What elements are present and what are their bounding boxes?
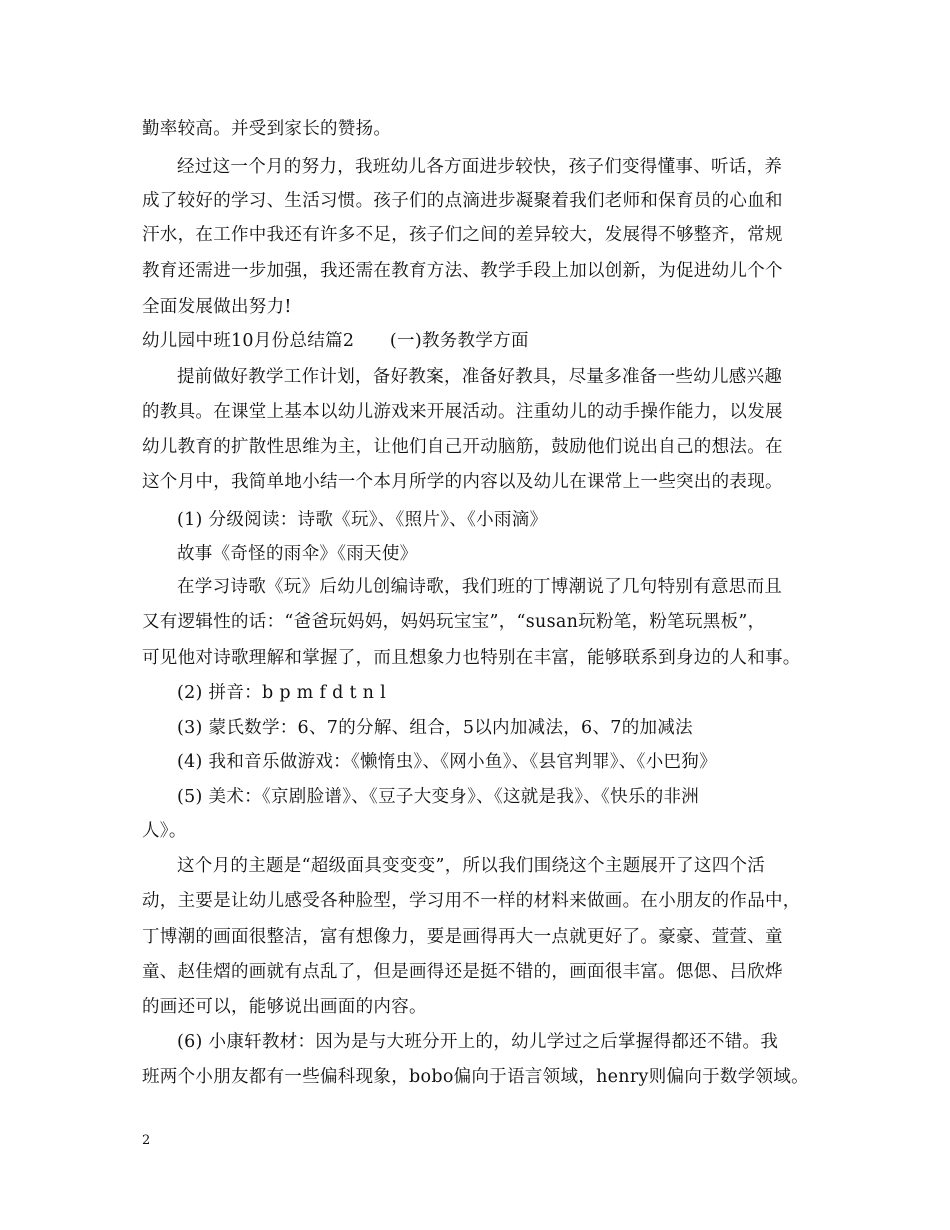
text-line-26: 的画还可以，能够说出画面的内容。 bbox=[142, 997, 427, 1017]
list-item-1: (1) 分级阅读：诗歌《玩》、《照片》、《小雨滴》 bbox=[177, 510, 548, 530]
text-line-4: 汗水，在工作中我还有许多不足，孩子们之间的差异较大，发展得不够整齐，常规 bbox=[142, 225, 783, 245]
section-heading: 幼儿园中班10月份总结篇2 (一)教务教学方面 bbox=[142, 331, 529, 351]
text-line-16: 可见他对诗歌理解和掌握了，而且想象力也特别在丰富，能够联系到身边的人和事。 bbox=[142, 648, 801, 668]
text-line-3: 成了较好的学习、生活习惯。孩子们的点滴进步凝聚着我们老师和保育员的心血和 bbox=[142, 191, 783, 211]
text-line-25: 童、赵佳熠的画就有点乱了，但是画得还是挺不错的，画面很丰富。偲偲、吕欣烨 bbox=[142, 962, 783, 982]
text-line-5: 教育还需进一步加强，我还需在教育方法、教学手段上加以创新，为促进幼儿个个 bbox=[142, 261, 783, 281]
text-line-1: 勤率较高。并受到家长的赞扬。 bbox=[142, 119, 392, 139]
text-line-23: 动，主要是让幼儿感受各种脸型，学习用不一样的材料来做画。在小朋友的作品中， bbox=[142, 891, 801, 911]
list-item-6: (6) 小康轩教材：因为是与大班分开上的，幼儿学过之后掌握得都还不错。我 bbox=[177, 1032, 779, 1052]
list-item-5: (5) 美术：《京剧脸谱》、《豆子大变身》、《这就是我》、《快乐的非洲 bbox=[177, 787, 700, 807]
text-line-10: 幼儿教育的扩散性思维为主，让他们自己开动脑筋，鼓励他们说出自己的想法。在 bbox=[142, 437, 783, 457]
text-line-21: 人》。 bbox=[142, 821, 187, 841]
list-item-3: (3) 蒙氏数学：6、7的分解、组合，5以内加减法，6、7的加减法 bbox=[177, 718, 693, 738]
text-line-11: 这个月中，我简单地小结一个本月所学的内容以及幼儿在课常上一些突出的表现。 bbox=[142, 472, 783, 492]
text-line-28: 班两个小朋友都有一些偏科现象，bobo偏向于语言领域，henry则偏向于数学领域。 bbox=[142, 1067, 809, 1087]
text-line-24: 丁博潮的画面很整洁，富有想像力，要是画得再大一点就更好了。豪豪、萱萱、童 bbox=[142, 927, 783, 947]
text-line-8: 提前做好教学工作计划，备好教案，准备好教具，尽量多准备一些幼儿感兴趣 bbox=[177, 367, 783, 387]
text-line-6: 全面发展做出努力! bbox=[142, 297, 292, 317]
text-line-2: 经过这一个月的努力，我班幼儿各方面进步较快，孩子们变得懂事、听话，养 bbox=[177, 157, 783, 177]
text-line-22: 这个月的主题是“超级面具变变变”，所以我们围绕这个主题展开了这四个活 bbox=[177, 856, 766, 876]
text-line-9: 的教具。在课堂上基本以幼儿游戏来开展活动。注重幼儿的动手操作能力，以发展 bbox=[142, 402, 783, 422]
list-item-2: (2) 拼音：b p m f d t n l bbox=[177, 683, 386, 703]
page-number: 2 bbox=[142, 1133, 151, 1148]
text-line-14: 在学习诗歌《玩》后幼儿创编诗歌，我们班的丁博潮说了几句特别有意思而且 bbox=[177, 577, 783, 597]
text-line-15: 又有逻辑性的话：“爸爸玩妈妈，妈妈玩宝宝”，“susan玩粉笔，粉笔玩黑板”， bbox=[142, 612, 766, 632]
text-line-13: 故事《奇怪的雨伞》《雨天使》 bbox=[177, 544, 418, 564]
list-item-4: (4) 我和音乐做游戏：《懒惰虫》、《网小鱼》、《县官判罪》、《小巴狗》 bbox=[177, 752, 717, 772]
